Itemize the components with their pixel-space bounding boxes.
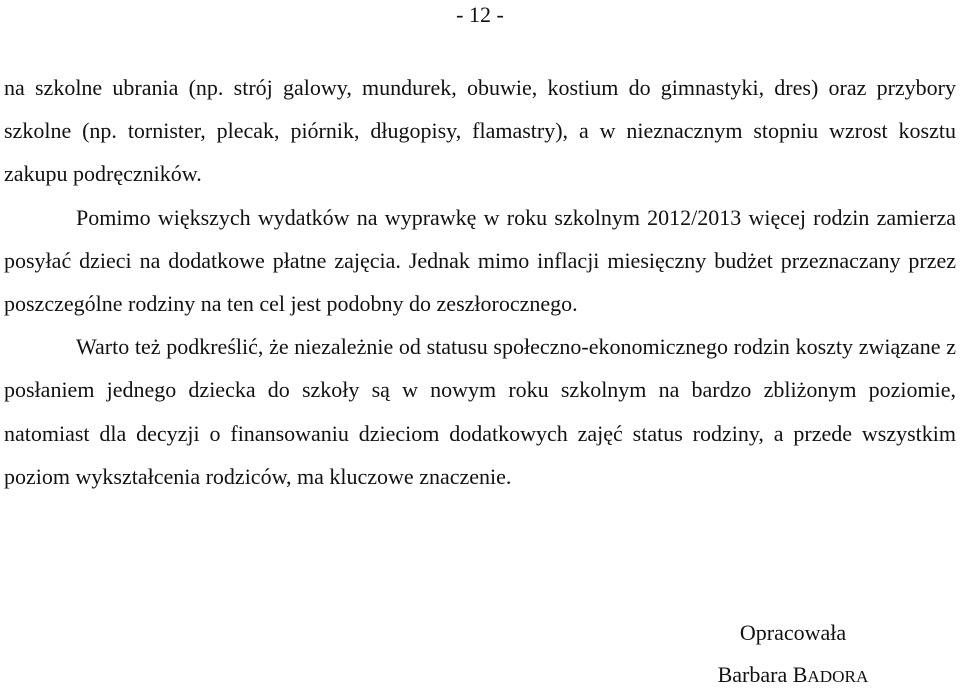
author-surname-smallcaps: ADORA (807, 667, 869, 686)
paragraph-extra-classes: Pomimo większych wydatków na wyprawkę w roku szkolnym 2012/2013 więcej rodzin zamierza posyłać dzieci na dodatkowe płatne zajęcia. Jednak mimo inflacji miesięczny budżet przeznaczany przez poszczególne rodziny na ten cel jest podobny do zeszłorocznego. (4, 204, 956, 317)
author-name (660, 654, 926, 698)
author-first-name: Barbara B (717, 662, 808, 687)
signature-block (660, 612, 926, 698)
page-number: - 12 - (456, 2, 504, 27)
paragraph-continuation: na szkolne ubrania (np. strój galowy, mundurek, obuwie, kostium do gimnastyki, dres) oraz przybory szkolne (np. tornister, plecak, piórnik, długopisy, flamastry), a w nieznacznym stopniu wzrost kosztu zakupu podręczników. (4, 75, 956, 187)
document-body (4, 66, 956, 498)
paragraph-socioeconomic-status: Warto też podkreślić, że niezależnie od statusu społeczno-ekonomicznego rodzin koszty związane z posłaniem jednego dziecka do szkoły są w nowym roku szkolnym na bardzo zbliżonym poziomie, natomiast dla decyzji o finansowaniu dzieciom dodatkowych zajęć status rodziny, a przede wszystkim poziom wykształcenia rodziców, ma kluczowe znaczenie. (4, 334, 956, 489)
signature-label: Opracowała (739, 620, 847, 645)
